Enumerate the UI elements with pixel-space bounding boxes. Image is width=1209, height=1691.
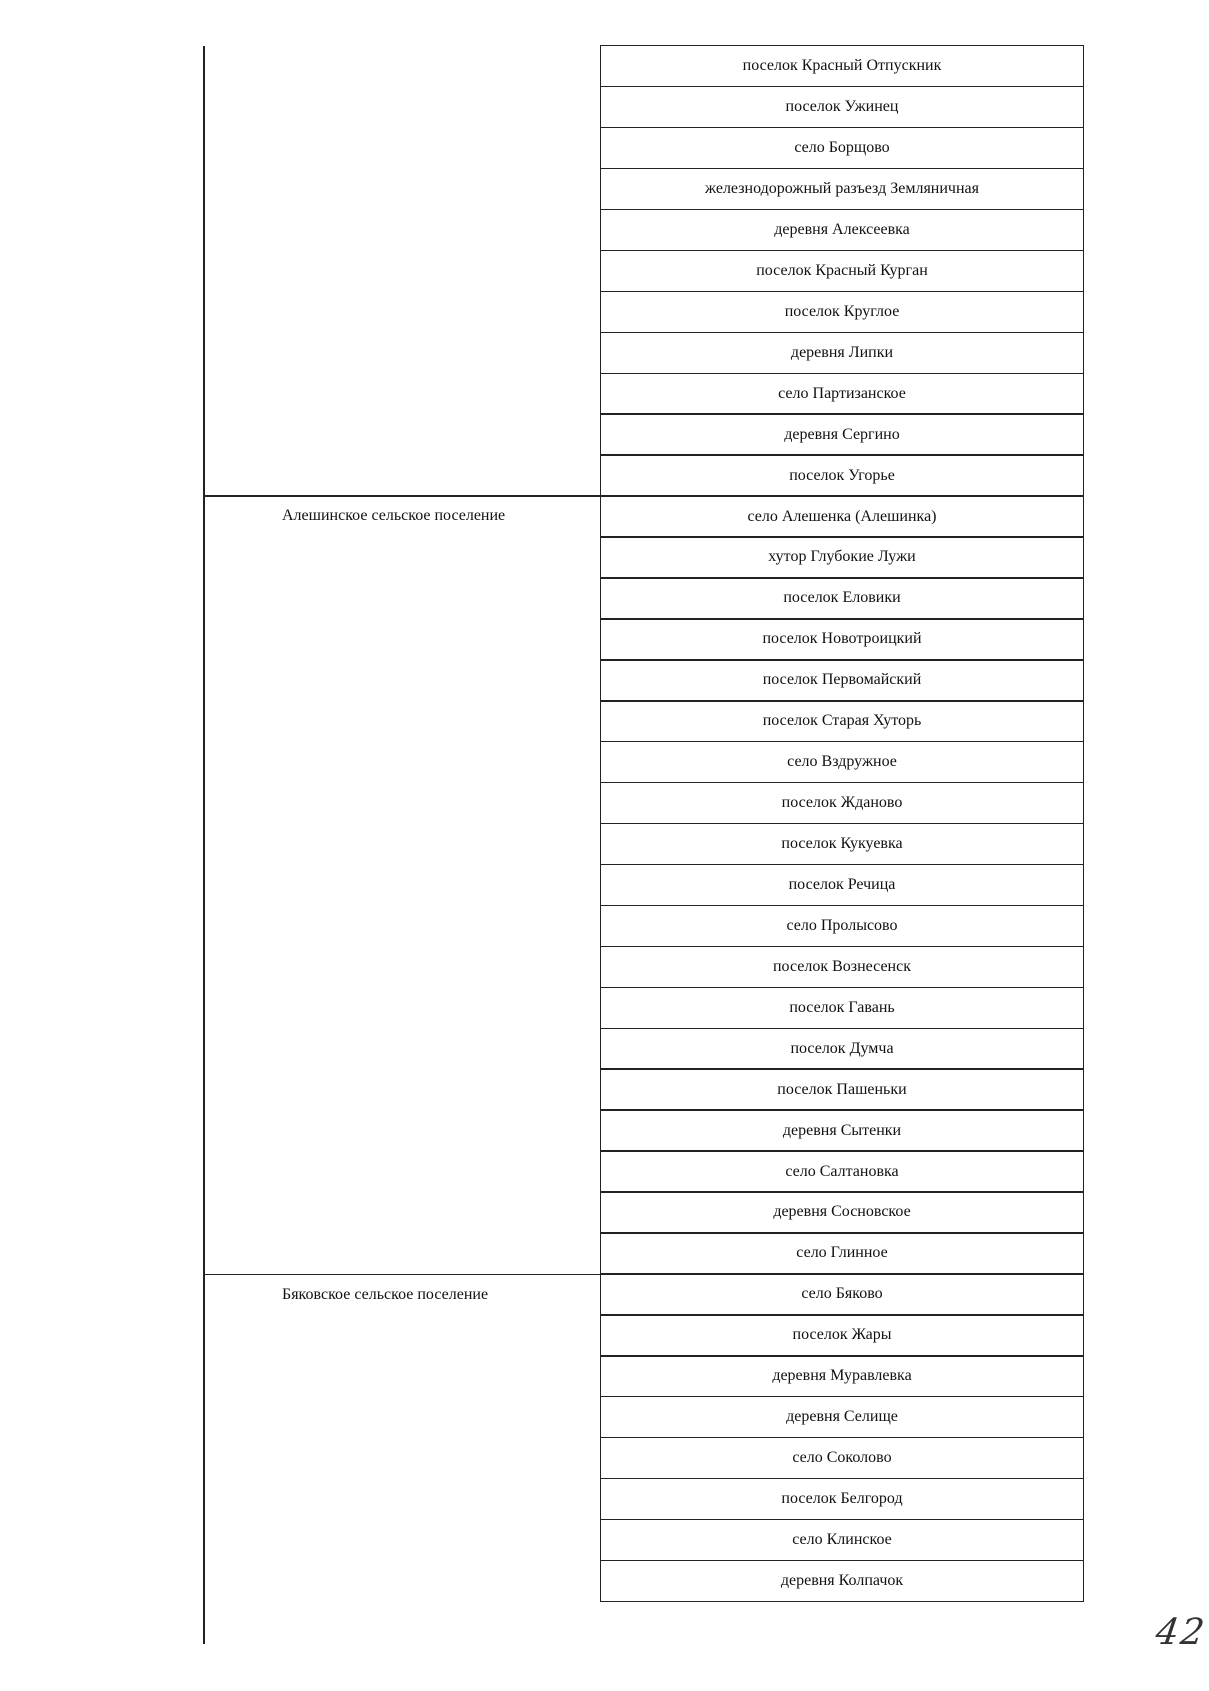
locality-cell: поселок Новотроицкий bbox=[600, 618, 1084, 660]
left-column-border bbox=[203, 46, 205, 1644]
locality-cell: поселок Угорье bbox=[600, 454, 1084, 496]
locality-cell: село Бяково bbox=[600, 1273, 1084, 1315]
locality-cell: село Пролысово bbox=[600, 905, 1084, 947]
locality-cell: поселок Первомайский bbox=[600, 659, 1084, 701]
locality-cell: село Алешенка (Алешинка) bbox=[600, 495, 1084, 537]
localities-column bbox=[600, 45, 1084, 1602]
locality-cell: поселок Кукуевка bbox=[600, 823, 1084, 865]
locality-cell: поселок Красный Отпускник bbox=[600, 45, 1084, 87]
locality-cell: хутор Глубокие Лужи bbox=[600, 536, 1084, 578]
locality-cell: село Клинское bbox=[600, 1519, 1084, 1561]
locality-cell: деревня Алексеевка bbox=[600, 209, 1084, 251]
locality-cell: поселок Старая Хуторь bbox=[600, 700, 1084, 742]
locality-cell: деревня Сергино bbox=[600, 413, 1084, 455]
group-separator bbox=[204, 495, 602, 497]
locality-cell: поселок Жары bbox=[600, 1314, 1084, 1356]
locality-cell: поселок Круглое bbox=[600, 291, 1084, 333]
locality-cell: поселок Пашеньки bbox=[600, 1068, 1084, 1110]
locality-cell: поселок Белгород bbox=[600, 1478, 1084, 1520]
locality-cell: село Салтановка bbox=[600, 1150, 1084, 1192]
locality-cell: деревня Муравлевка bbox=[600, 1355, 1084, 1397]
locality-cell: деревня Селище bbox=[600, 1396, 1084, 1438]
locality-cell: село Борщово bbox=[600, 127, 1084, 169]
locality-cell: поселок Еловики bbox=[600, 577, 1084, 619]
locality-cell: деревня Сосновское bbox=[600, 1191, 1084, 1233]
locality-cell: село Партизанское bbox=[600, 373, 1084, 415]
locality-cell: село Вздружное bbox=[600, 741, 1084, 783]
locality-cell: деревня Сытенки bbox=[600, 1109, 1084, 1151]
locality-cell: поселок Гавань bbox=[600, 987, 1084, 1029]
locality-cell: поселок Жданово bbox=[600, 782, 1084, 824]
settlement-group-label: Бяковское сельское поселение bbox=[282, 1285, 489, 1303]
settlement-group-label: Алешинское сельское поселение bbox=[282, 507, 506, 525]
locality-cell: село Глинное bbox=[600, 1232, 1084, 1274]
locality-cell: поселок Думча bbox=[600, 1028, 1084, 1070]
locality-cell: деревня Липки bbox=[600, 332, 1084, 374]
locality-cell: поселок Ужинец bbox=[600, 86, 1084, 128]
locality-cell: поселок Речица bbox=[600, 864, 1084, 906]
locality-cell: деревня Колпачок bbox=[600, 1560, 1084, 1602]
page-number: 42 bbox=[1153, 1612, 1209, 1653]
group-separator bbox=[204, 1274, 602, 1276]
locality-cell: село Соколово bbox=[600, 1437, 1084, 1479]
locality-cell: поселок Вознесенск bbox=[600, 946, 1084, 988]
locality-cell: железнодорожный разъезд Земляничная bbox=[600, 168, 1084, 210]
locality-cell: поселок Красный Курган bbox=[600, 250, 1084, 292]
